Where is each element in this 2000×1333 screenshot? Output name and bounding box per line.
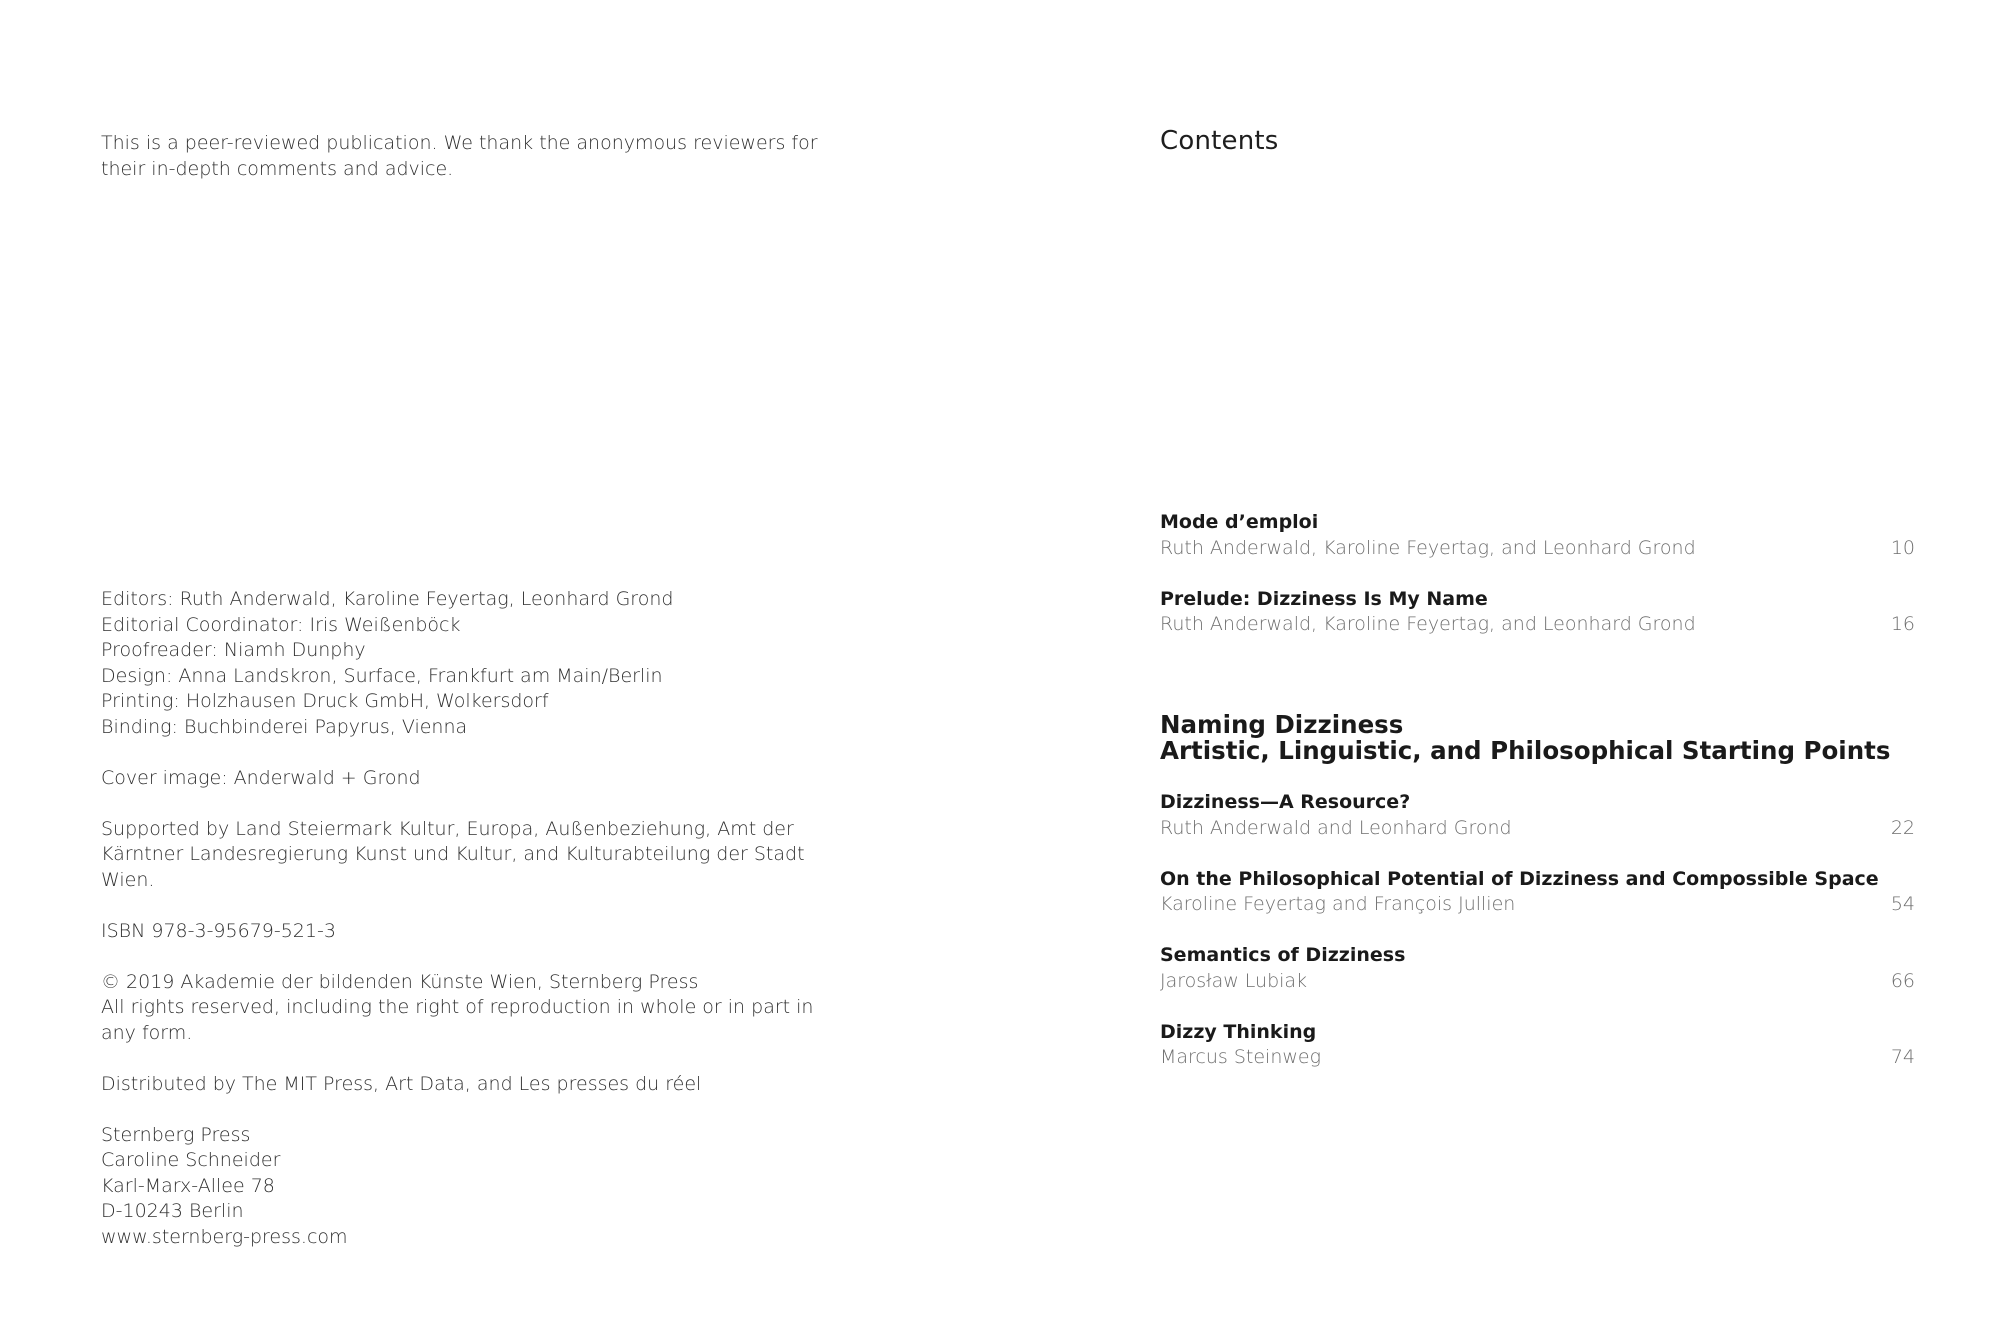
cover-image-block xyxy=(101,766,861,792)
toc-entry-page-number: 10 xyxy=(1890,536,1915,559)
credit-editors: Editors: Ruth Anderwald, Karoline Feyertag, Leonhard Grond xyxy=(101,588,674,610)
credit-binding: Binding: Buchbinderei Papyrus, Vienna xyxy=(101,715,468,738)
toc-entry-page-number: 66 xyxy=(1890,969,1915,992)
toc-entry-title: Semantics of Dizziness xyxy=(1160,944,1406,966)
toc-entry-author: Karoline Feyertag and François Jullien xyxy=(1160,893,1516,915)
section-subtitle: Artistic, Linguistic, and Philosophical Starting Points xyxy=(1160,735,1891,765)
toc-entry-page-number: 74 xyxy=(1890,1046,1915,1068)
publisher-city: D-10243 Berlin xyxy=(101,1200,244,1222)
credit-proofreader: Proofreader: Niamh Dunphy xyxy=(101,639,366,661)
copyright-line: any form. xyxy=(101,1021,193,1044)
toc-entry-title: On the Philosophical Potential of Dizziness and Compossible Space xyxy=(1160,867,1879,890)
isbn-block xyxy=(101,919,861,945)
support-line: Supported by Land Steiermark Kultur, Europa, Außenbeziehung, Amt der xyxy=(101,817,794,840)
section-heading xyxy=(1160,712,1915,763)
toc-entry-author: Jarosław Lubiak xyxy=(1160,969,1308,992)
toc-entry-page-number: 16 xyxy=(1890,613,1915,635)
toc-entry[interactable] xyxy=(1160,867,1915,918)
cover-image-credit: Cover image: Anderwald + Grond xyxy=(101,766,421,789)
toc-entry-author: Ruth Anderwald, Karoline Feyertag, and Leonhard Grond xyxy=(1160,536,1696,559)
publisher-contact: Caroline Schneider xyxy=(101,1149,281,1171)
copyright-line: © 2019 Akademie der bildenden Künste Wien, Sternberg Press xyxy=(101,970,699,993)
toc-entry[interactable] xyxy=(1160,943,1915,994)
right-page xyxy=(1160,0,1915,1333)
left-page xyxy=(101,0,861,1333)
credit-editorial-coordinator: Editorial Coordinator: Iris Weißenböck xyxy=(101,613,461,636)
copyright-block xyxy=(101,970,861,1047)
toc-front-matter xyxy=(1160,510,1915,663)
toc-entry-title: Mode d’emploi xyxy=(1160,511,1319,533)
support-line: Kärntner Landesregierung Kunst und Kultur, and Kulturabteilung der Stadt xyxy=(101,843,805,865)
publisher-address-block xyxy=(101,1123,861,1251)
peer-review-note-line: This is a peer-reviewed publication. We thank the anonymous reviewers for xyxy=(101,132,818,154)
toc-entry[interactable] xyxy=(1160,790,1915,841)
toc-entry[interactable] xyxy=(1160,510,1915,561)
support-block xyxy=(101,817,861,894)
toc-entry-title: Prelude: Dizziness Is My Name xyxy=(1160,587,1488,610)
section-title: Naming Dizziness xyxy=(1160,710,1404,739)
toc-entry-title: Dizzy Thinking xyxy=(1160,1020,1317,1043)
toc-entry-page-number: 22 xyxy=(1890,816,1915,839)
colophon xyxy=(101,587,861,1276)
toc-entry-author: Marcus Steinweg xyxy=(1160,1046,1322,1068)
credit-printing: Printing: Holzhausen Druck GmbH, Wolkersdorf xyxy=(101,690,549,712)
copyright-line: All rights reserved, including the right of reproduction in whole or in part in xyxy=(101,996,814,1018)
support-line: Wien. xyxy=(101,868,155,891)
peer-review-note-line: their in-depth comments and advice. xyxy=(101,157,454,180)
toc-entry[interactable] xyxy=(1160,1020,1915,1071)
distribution-block xyxy=(101,1072,861,1098)
publisher-website: www.sternberg-press.com xyxy=(101,1225,348,1248)
isbn: ISBN 978-3-95679-521-3 xyxy=(101,919,336,942)
toc-entry-author: Ruth Anderwald, Karoline Feyertag, and Leonhard Grond xyxy=(1160,613,1696,635)
distribution: Distributed by The MIT Press, Art Data, and Les presses du réel xyxy=(101,1072,702,1095)
contents-heading: Contents xyxy=(1160,126,1279,156)
credit-design: Design: Anna Landskron, Surface, Frankfurt am Main/Berlin xyxy=(101,664,663,687)
toc-entry-author: Ruth Anderwald and Leonhard Grond xyxy=(1160,816,1512,839)
toc-section-entries xyxy=(1160,790,1915,1096)
peer-review-note xyxy=(101,131,861,182)
credits-block xyxy=(101,587,861,740)
toc-entry-page-number: 54 xyxy=(1890,893,1915,915)
toc-entry[interactable] xyxy=(1160,587,1915,638)
publisher-street: Karl-Marx-Allee 78 xyxy=(101,1174,275,1197)
toc-entry-title: Dizziness—A Resource? xyxy=(1160,791,1411,813)
publisher-name: Sternberg Press xyxy=(101,1123,251,1146)
